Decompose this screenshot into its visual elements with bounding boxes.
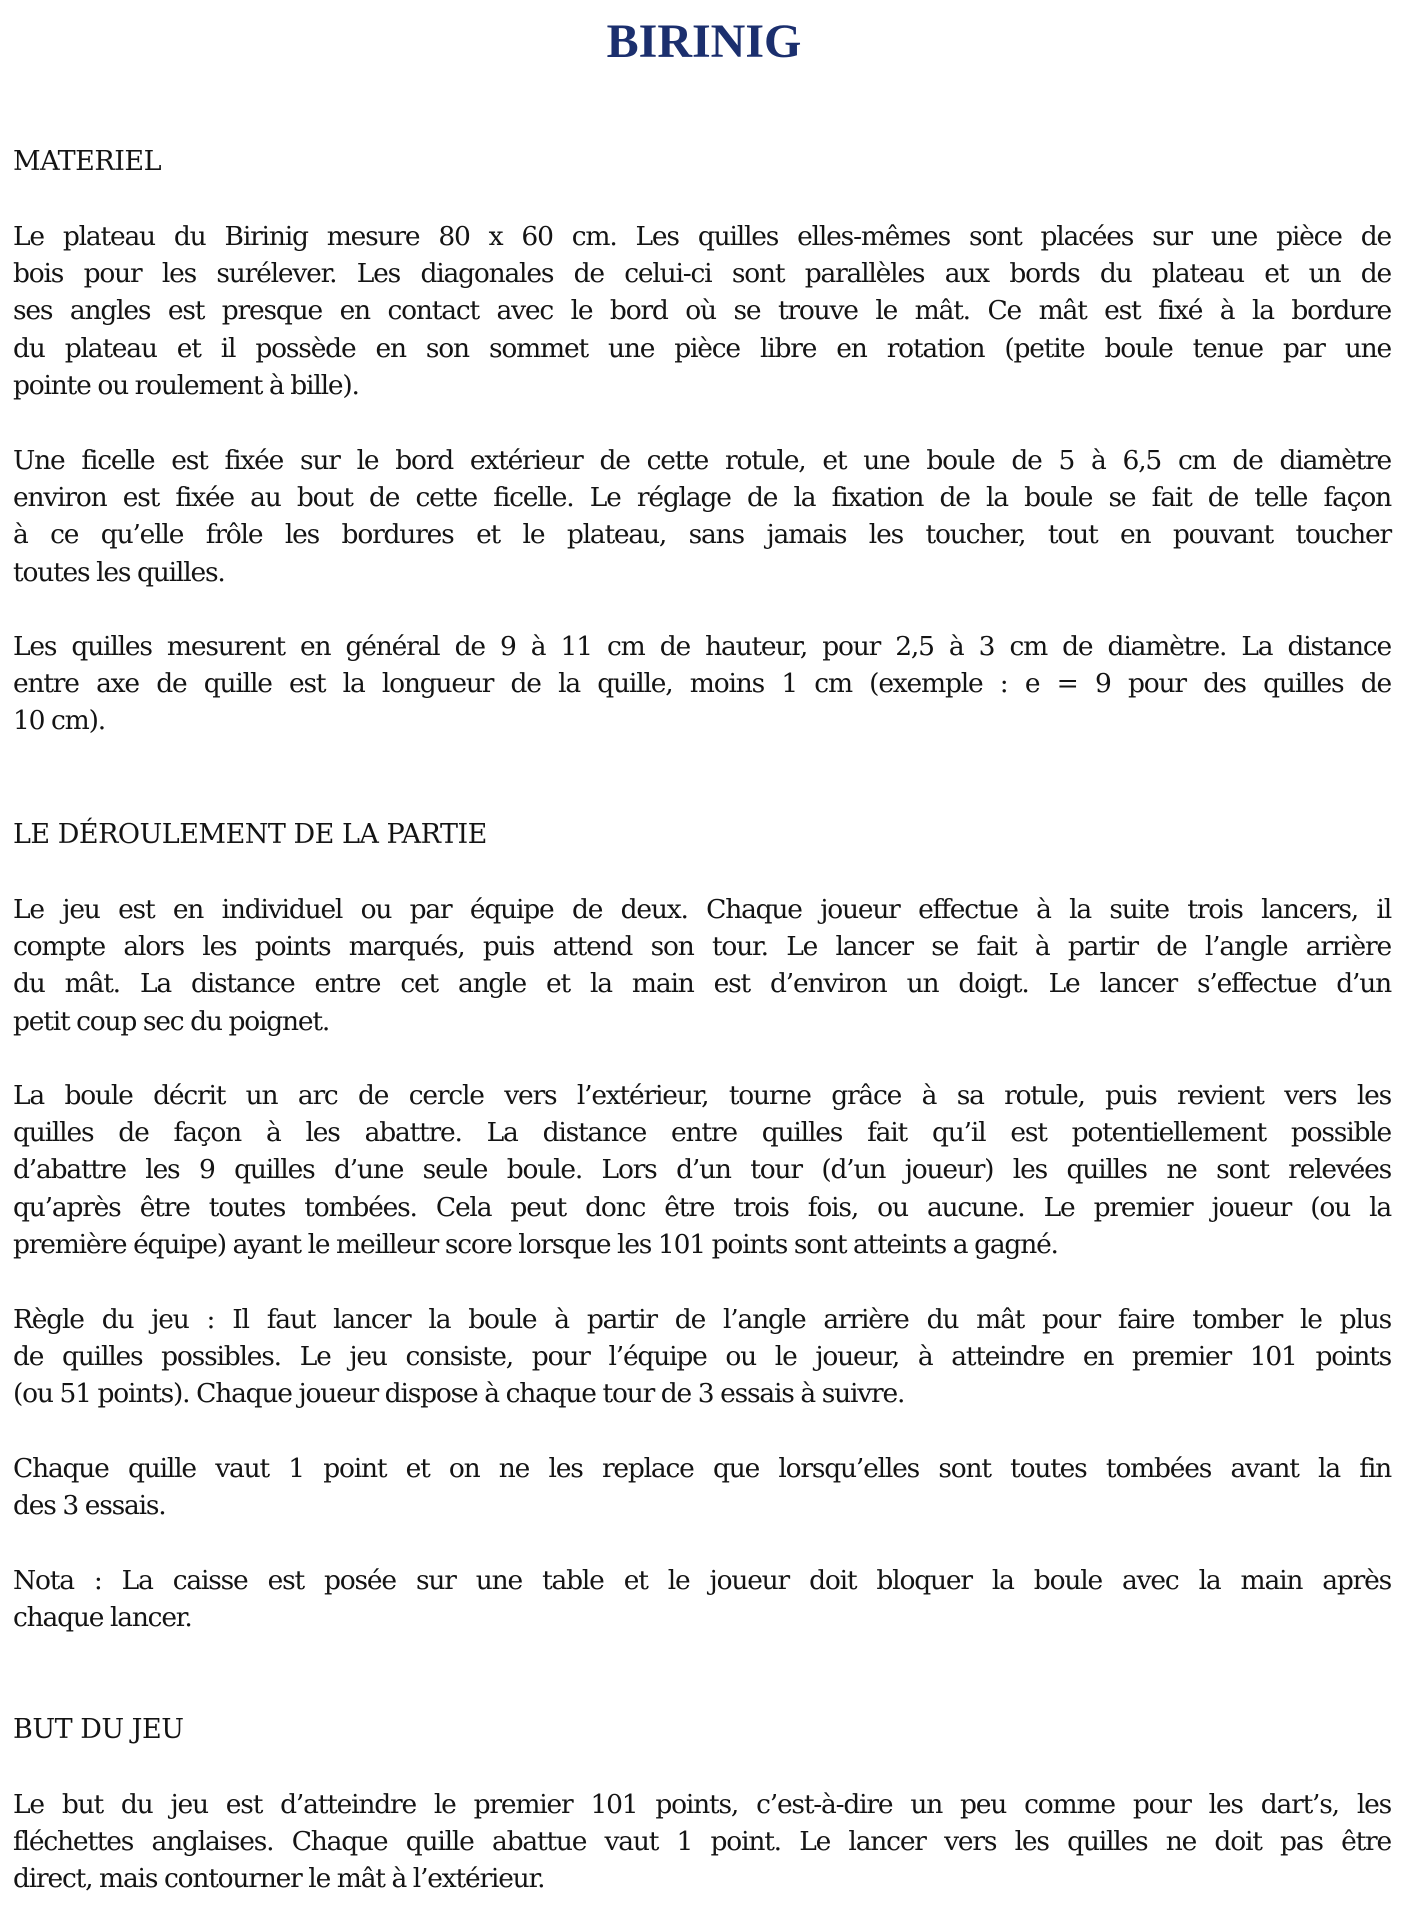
text-line: Chaque quille vaut 1 point et on ne les replace que lorsqu’elles sont toutes tombées avant la fin (13, 1453, 1391, 1484)
text-line: Règle du jeu : Il faut lancer la boule à partir de l’angle arrière du mât pour faire tomber le plus (13, 1304, 1391, 1335)
paragraph-but-du-jeu (13, 1786, 1391, 1898)
text-line: Le jeu est en individuel ou par équipe de deux. Chaque joueur effectue à la suite trois lancers, il (13, 894, 1391, 925)
text-line: bois pour les surélever. Les diagonales de celui-ci sont parallèles aux bords du plateau et un de (13, 258, 1391, 290)
text-line: ses angles est presque en contact avec le bord où se trouve le mât. Ce mât est fixé à la bordure (13, 295, 1391, 327)
text-line: La boule décrit un arc de cercle vers l’extérieur, tourne grâce à sa rotule, puis revient vers les (13, 1080, 1391, 1111)
section-heading-but-du-jeu: BUT DU JEU (13, 1714, 184, 1745)
text-line: (ou 51 points). Chaque joueur dispose à chaque tour de 3 essais à suivre. (13, 1378, 905, 1410)
text-line: quilles de façon à les abattre. La distance entre quilles fait qu’il est potentiellement possible (13, 1117, 1391, 1149)
text-line: environ est fixée au bout de cette ficelle. Le réglage de la fixation de la boule se fait de telle façon (13, 482, 1391, 514)
text-line: compte alors les points marqués, puis attend son tour. Le lancer se fait à partir de l’angle arrière (13, 931, 1391, 963)
paragraph-deroulement-1 (13, 891, 1391, 1040)
text-line: 10 cm). (13, 705, 105, 737)
text-line: des 3 essais. (13, 1490, 166, 1522)
text-line: fléchettes anglaises. Chaque quille abattue vaut 1 point. Le lancer vers les quilles ne doit pas être (13, 1826, 1391, 1858)
text-line: du mât. La distance entre cet angle et la main est d’environ un doigt. Le lancer s’effectue d’un (13, 968, 1391, 1000)
text-line: à ce qu’elle frôle les bordures et le plateau, sans jamais les toucher, tout en pouvant toucher (13, 519, 1391, 551)
paragraph-materiel-3 (13, 628, 1391, 740)
section-heading-materiel: MATERIEL (13, 146, 162, 177)
text-line: entre axe de quille est la longueur de la quille, moins 1 cm (exemple : e = 9 pour des quilles de (13, 668, 1391, 700)
paragraph-nota (13, 1562, 1391, 1636)
text-line: petit coup sec du poignet. (13, 1005, 330, 1037)
text-line: direct, mais contourner le mât à l’extérieur. (13, 1863, 545, 1895)
text-line: Une ficelle est fixée sur le bord extérieur de cette rotule, et une boule de 5 à 6,5 cm de diamètre (13, 445, 1391, 476)
text-line: toutes les quilles. (13, 556, 225, 588)
text-line: du plateau et il possède en son sommet une pièce libre en rotation (petite boule tenue par une (13, 332, 1391, 364)
page-title: BIRINIG (606, 15, 802, 68)
text-line: de quilles possibles. Le jeu consiste, pour l’équipe ou le joueur, à atteindre en premier 101 points (13, 1341, 1391, 1373)
text-line: qu’après être toutes tombées. Cela peut donc être trois fois, ou aucune. Le premier joueur (ou la (13, 1191, 1391, 1223)
paragraph-deroulement-2 (13, 1077, 1391, 1263)
paragraph-materiel-1 (13, 218, 1391, 404)
text-line: première équipe) ayant le meilleur score lorsque les 101 points sont atteints a gagné. (13, 1228, 1058, 1260)
section-heading-deroulement: LE DÉROULEMENT DE LA PARTIE (13, 819, 487, 850)
paragraph-materiel-2 (13, 442, 1391, 591)
text-line: chaque lancer. (13, 1602, 192, 1634)
text-line: Le plateau du Birinig mesure 80 x 60 cm. Les quilles elles-mêmes sont placées sur une pièce de (13, 221, 1391, 252)
text-line: Les quilles mesurent en général de 9 à 11 cm de hauteur, pour 2,5 à 3 cm de diamètre. La distance (13, 631, 1391, 662)
paragraph-regle-du-jeu (13, 1301, 1391, 1413)
text-line: Le but du jeu est d’atteindre le premier 101 points, c’est-à-dire un peu comme pour les dart’s, les (13, 1789, 1391, 1820)
text-line: d’abattre les 9 quilles d’une seule boule. Lors d’un tour (d’un joueur) les quilles ne sont relevées (13, 1154, 1391, 1186)
paragraph-chaque-quille (13, 1450, 1391, 1524)
text-line: Nota : La caisse est posée sur une table et le joueur doit bloquer la boule avec la main après (13, 1565, 1391, 1596)
text-line: pointe ou roulement à bille). (13, 369, 359, 401)
